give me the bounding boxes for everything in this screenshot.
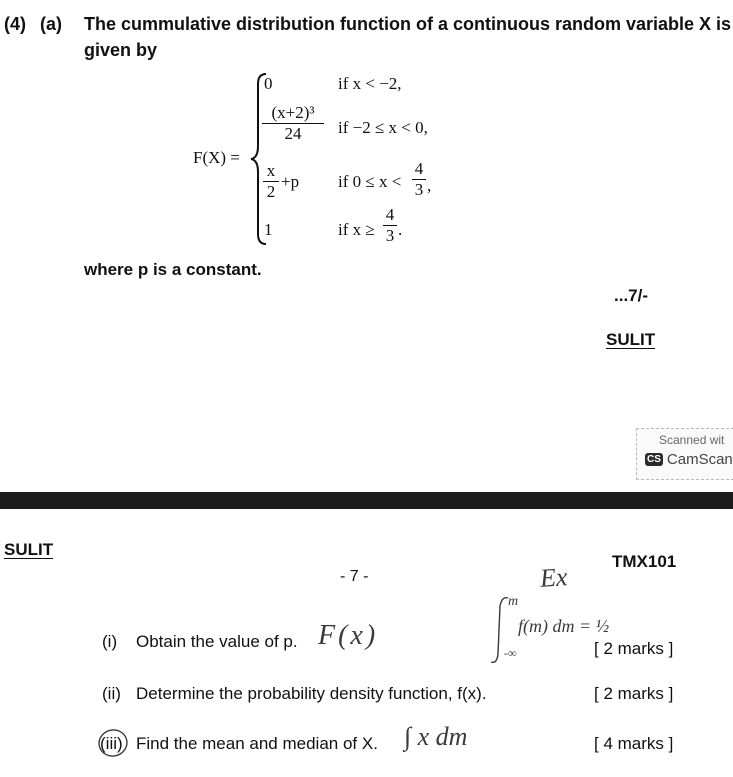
- item-iii-text: Find the mean and median of X.: [136, 734, 378, 753]
- handwritten-fx: F(x): [318, 620, 379, 651]
- course-code: TMX101: [612, 552, 677, 571]
- page-number: - 7 -: [340, 568, 369, 585]
- handwritten-ex: Ex: [538, 562, 569, 593]
- header-sulit: SULIT: [4, 540, 54, 559]
- piece-3-tail: +p: [281, 172, 300, 191]
- piece-4-bound-numerator: 4: [385, 205, 395, 224]
- piece-4-bound-denominator: 3: [385, 226, 395, 246]
- integral-lower: -∞: [504, 646, 517, 660]
- item-iii-marks: [ 4 marks ]: [594, 734, 674, 753]
- item-ii-label: (ii): [102, 684, 121, 703]
- function-lhs: F(X) =: [193, 148, 240, 167]
- scanner-watermark: [636, 428, 733, 480]
- page-separator: [0, 492, 733, 509]
- intro-line-2: given by: [84, 40, 158, 60]
- part-label: (a): [40, 14, 62, 34]
- camscanner-logo-icon: CS: [647, 454, 661, 465]
- piece-3-fraction: [263, 162, 279, 201]
- handwritten-circle: [96, 726, 132, 762]
- piece-2-denominator: 24: [284, 124, 302, 144]
- piece-3-numerator: x: [266, 161, 276, 180]
- integral-upper: m: [508, 594, 519, 609]
- piece-3-denominator: 2: [266, 182, 276, 202]
- piece-3-bound-numerator: 4: [414, 159, 424, 178]
- watermark-line-2: [645, 451, 733, 468]
- item-iii-label: (iii): [100, 734, 123, 753]
- question-number: (4): [4, 14, 26, 34]
- piece-2-numerator: (x+2)³: [271, 103, 315, 122]
- piece-3-suffix: ,: [427, 176, 432, 195]
- footer-sulit: SULIT: [606, 330, 656, 349]
- item-i-marks: [ 2 marks ]: [594, 639, 674, 658]
- piece-4-suffix: .: [398, 220, 403, 239]
- continued-marker: ...7/-: [614, 286, 649, 305]
- intro-line-1: The cummulative distribution function of a continuous random variable X is: [84, 14, 732, 34]
- piece-4-condition-prefix: if x ≥: [338, 220, 375, 239]
- handwritten-mean-integral: ∫ x dm: [404, 722, 468, 751]
- item-i-label: (i): [102, 632, 118, 651]
- piece-3-bound-fraction: [412, 160, 426, 199]
- item-ii-marks: [ 2 marks ]: [594, 684, 674, 703]
- piece-3-bound-denominator: 3: [414, 180, 424, 200]
- integral-body: f(m) dm = ½: [518, 616, 610, 636]
- watermark-line-1: Scanned wit: [659, 433, 725, 447]
- watermark-brand: CamScan: [666, 451, 733, 468]
- handwritten-integral: [488, 594, 628, 670]
- item-i-text: Obtain the value of p.: [136, 632, 298, 651]
- piece-4-bound-fraction: [383, 206, 397, 245]
- piece-4-expr: 1: [264, 220, 273, 239]
- piece-2-fraction: [262, 104, 324, 143]
- piece-1-expr: 0: [264, 74, 273, 93]
- piece-3-condition-prefix: if 0 ≤ x <: [338, 172, 402, 191]
- item-ii-text: Determine the probability density function, f(x).: [136, 684, 487, 703]
- constant-note: where p is a constant.: [84, 260, 262, 279]
- piece-1-condition: if x < −2,: [338, 74, 402, 93]
- piece-2-condition: if −2 ≤ x < 0,: [338, 118, 428, 137]
